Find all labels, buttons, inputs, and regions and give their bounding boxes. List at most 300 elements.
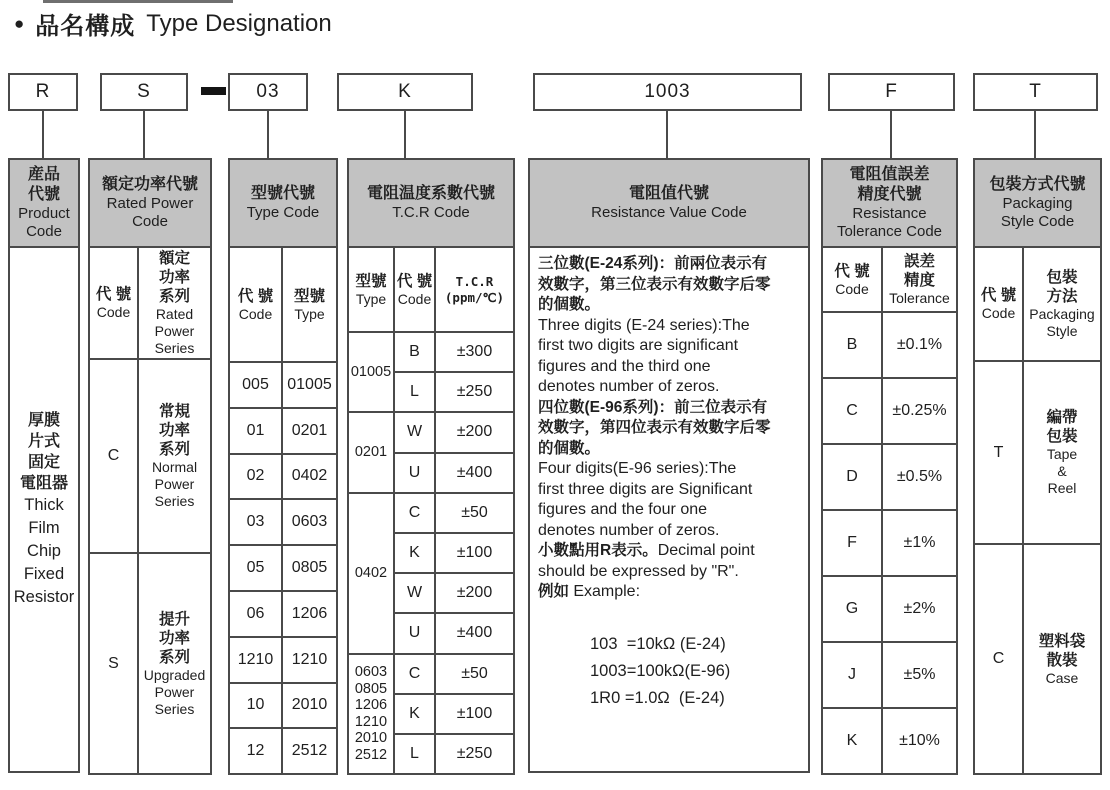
scan-artifact-line xyxy=(43,0,233,3)
cell-value: ±0.5% xyxy=(896,468,943,485)
column-body xyxy=(973,246,1102,773)
table-row xyxy=(229,545,337,591)
type-size-cell xyxy=(282,591,337,637)
text-line xyxy=(538,398,804,419)
type-size-cell xyxy=(282,545,337,591)
type-code-table xyxy=(228,246,338,775)
subheader-tolerance xyxy=(882,247,957,312)
text-line xyxy=(538,377,804,398)
cell-value: 2010 xyxy=(291,696,328,714)
cell-text-en: Packaging xyxy=(1029,306,1095,322)
cell-value: ±100 xyxy=(456,704,493,722)
cell-text-en: Case xyxy=(1045,669,1079,686)
column-tolerance-code xyxy=(821,158,958,773)
table-row xyxy=(229,591,337,637)
connector-line-type xyxy=(267,111,269,158)
code-box-value: 1003 xyxy=(533,73,802,111)
tcr-value-cell xyxy=(435,734,514,774)
table-row xyxy=(822,378,957,444)
cell-value: ±200 xyxy=(456,584,493,602)
cell-text-en: Tolerance Code xyxy=(836,223,943,240)
cell-text-en: Fixed xyxy=(23,565,65,583)
table-row xyxy=(822,510,957,576)
table-row xyxy=(229,499,337,545)
cell-text-en: Series xyxy=(154,700,195,717)
cell-value: 0402 xyxy=(291,467,328,485)
type-size-cell xyxy=(282,454,337,500)
type-code-cell xyxy=(229,637,282,683)
text-line xyxy=(538,275,804,296)
type-size-cell xyxy=(282,499,337,545)
tcr-type-value: 1206 xyxy=(354,697,388,714)
tolerance-value-cell xyxy=(882,444,957,510)
code-box-power: S xyxy=(100,73,188,111)
tcr-value-cell xyxy=(435,372,514,412)
cell-value: D xyxy=(846,468,858,485)
table-row xyxy=(974,361,1101,544)
cell-text-zh: 厚膜 xyxy=(27,412,60,429)
cell-value: 1210 xyxy=(291,650,328,668)
cell-text-zh: 片式 xyxy=(27,433,60,450)
cell-value: C xyxy=(992,650,1005,667)
table-row xyxy=(229,247,337,362)
table-row xyxy=(229,408,337,454)
type-code-cell xyxy=(229,545,282,591)
type-code-cell xyxy=(229,362,282,408)
cell-text-zh: 精度 xyxy=(903,272,935,289)
text-segment: Decimal point xyxy=(657,542,755,559)
title-zh: 品名構成 xyxy=(35,13,136,40)
cell-value: K xyxy=(409,544,420,562)
column-packaging-code xyxy=(973,158,1102,773)
tcr-code-cell xyxy=(394,453,435,493)
cell-value: C xyxy=(408,503,421,521)
cell-value: ±0.1% xyxy=(896,336,943,353)
cell-value: 0603 xyxy=(291,513,328,531)
cell-value: 0201 xyxy=(291,421,328,439)
connector-line-value xyxy=(666,111,668,158)
text-segment: figures and the third one xyxy=(538,357,711,375)
column-body xyxy=(347,246,515,773)
cell-text-en: Thick xyxy=(24,496,64,514)
power-code-cell xyxy=(89,359,138,553)
type-size-cell xyxy=(282,637,337,683)
cell-text-en: Power xyxy=(154,476,195,492)
text-segment: Example: xyxy=(573,583,641,600)
text-line xyxy=(538,521,804,542)
tcr-value-cell xyxy=(435,533,514,573)
cell-text-en: Rated Power xyxy=(106,195,194,212)
cell-value: B xyxy=(409,343,420,361)
cell-text-zh: 型號代號 xyxy=(250,185,315,202)
cell-text-en: Style xyxy=(1046,323,1078,339)
cell-value: K xyxy=(846,732,858,749)
cell-text-en: Code xyxy=(26,223,62,240)
tcr-value-cell xyxy=(435,412,514,452)
tcr-type-group-cell xyxy=(348,654,394,775)
tolerance-value-cell xyxy=(882,312,957,378)
cell-text-zh: 代 號 xyxy=(95,286,132,303)
tcr-code-cell xyxy=(394,694,435,734)
text-line xyxy=(538,418,804,439)
tolerance-value-cell xyxy=(882,642,957,708)
packaging-style-cell xyxy=(1023,361,1101,544)
text-line xyxy=(538,295,804,316)
cell-value: ±250 xyxy=(456,744,493,762)
cell-text-zh: 代 號 xyxy=(834,262,870,280)
cell-value: ±400 xyxy=(456,463,493,481)
type-code-cell xyxy=(229,683,282,729)
cell-text-zh: 包裝 xyxy=(1046,428,1078,445)
power-series-cell xyxy=(138,359,211,553)
cell-value: S xyxy=(108,654,119,672)
example-line: 103 =10kΩ (E-24) xyxy=(590,634,726,653)
tolerance-code-cell xyxy=(822,642,882,708)
column-header-box xyxy=(973,158,1102,248)
column-header-box xyxy=(528,158,810,248)
tcr-value-cell xyxy=(435,493,514,533)
tolerance-table xyxy=(821,246,958,775)
subheader-type xyxy=(282,247,337,362)
cell-text-en: & xyxy=(1057,463,1067,479)
cell-value: ±0.25% xyxy=(892,402,947,419)
packaging-style-cell xyxy=(1023,544,1101,774)
tcr-code-cell xyxy=(394,493,435,533)
cell-text-en: T.C.R Code xyxy=(392,204,470,221)
column-product-code xyxy=(8,158,80,773)
cell-text-en: Film xyxy=(28,519,60,537)
cell-value: ±200 xyxy=(456,423,493,441)
text-segment: denotes number of zeros. xyxy=(538,378,720,395)
table-row xyxy=(229,683,337,729)
column-body xyxy=(821,246,958,773)
cell-text-zh: 包裝方式代號 xyxy=(989,176,1086,193)
cell-value: C xyxy=(846,402,858,419)
text-segment: denotes number of zeros. xyxy=(538,521,720,539)
cell-text-zh: 散裝 xyxy=(1046,651,1078,669)
text-line xyxy=(538,459,804,480)
table-row xyxy=(348,493,514,533)
cell-text-en: Type xyxy=(355,290,387,307)
text-segment: Three digits (E-24 series):The xyxy=(538,316,750,334)
cell-value: ±250 xyxy=(456,383,493,401)
table-row xyxy=(229,362,337,408)
cell-text-en: Style Code xyxy=(1000,213,1075,230)
tcr-value-cell xyxy=(435,613,514,653)
cell-text-en: Code xyxy=(132,213,168,230)
type-size-cell xyxy=(282,728,337,774)
cell-text-zh: 功率 xyxy=(158,269,190,286)
tcr-code-cell xyxy=(394,654,435,694)
subheader-series xyxy=(138,247,211,359)
tcr-code-cell xyxy=(394,573,435,613)
cell-text-zh: 包裝 xyxy=(1046,269,1078,286)
cell-text-en: Code xyxy=(981,305,1016,321)
cell-text-zh: 常規 xyxy=(158,403,190,420)
tcr-value-cell xyxy=(435,332,514,372)
table-row xyxy=(229,454,337,500)
cell-value: 06 xyxy=(246,604,265,622)
tolerance-value-cell xyxy=(882,378,957,444)
cell-text-en: Normal xyxy=(151,459,198,475)
tcr-code-cell xyxy=(394,412,435,452)
cell-value: ±2% xyxy=(903,600,936,617)
bullet-icon: ● xyxy=(14,14,25,33)
cell-text-zh: 代號 xyxy=(27,186,60,203)
example-line: 1R0 =1.0Ω (E-24) xyxy=(590,688,725,707)
cell-text-en: Upgraded xyxy=(143,666,206,683)
cell-value: C xyxy=(107,447,120,464)
cell-text-zh: 産品 xyxy=(27,166,60,183)
cell-value: ±300 xyxy=(456,343,493,361)
text-segment: 小數點用R表示。 xyxy=(538,542,658,559)
cell-value: 03 xyxy=(246,513,265,531)
table-row xyxy=(974,544,1101,774)
subheader-code xyxy=(229,247,282,362)
tcr-type-group-cell xyxy=(348,493,394,654)
type-size-cell xyxy=(282,683,337,729)
cell-value: J xyxy=(848,666,856,683)
table-row xyxy=(348,412,514,452)
tcr-type-value: 0402 xyxy=(354,564,388,581)
cell-text-mono: T.C.R xyxy=(455,273,494,289)
column-header-box xyxy=(821,158,958,248)
type-code-cell xyxy=(229,499,282,545)
tolerance-code-cell xyxy=(822,510,882,576)
page-title xyxy=(14,6,332,41)
text-segment: 三位數(E-24系列)：前兩位表示有 xyxy=(538,255,768,272)
text-segment: should be expressed by "R". xyxy=(538,562,739,580)
cell-text-en: Reel xyxy=(1047,480,1077,496)
text-segment: first three digits are Significant xyxy=(538,480,753,498)
table-row xyxy=(822,642,957,708)
table-row xyxy=(89,553,211,774)
table-row xyxy=(822,576,957,642)
column-body xyxy=(228,246,338,773)
text-segment: 的個數。 xyxy=(538,296,601,313)
packaging-code-cell xyxy=(974,544,1023,774)
cell-value: W xyxy=(406,423,423,441)
cell-text-zh: 電阻温度系數代號 xyxy=(366,185,495,202)
text-segment: 四位數(E-96系列)：前三位表示有 xyxy=(538,398,768,416)
connector-line-product xyxy=(42,111,44,158)
cell-text-zh: 代 號 xyxy=(980,287,1017,304)
tcr-type-value: 0603 xyxy=(354,664,388,681)
cell-value: ±50 xyxy=(461,503,488,521)
examples-block xyxy=(538,631,804,712)
cell-text-zh: 電阻器 xyxy=(19,475,68,492)
tcr-type-group-cell xyxy=(348,412,394,492)
cell-text-zh: 電阻值代號 xyxy=(628,185,709,202)
cell-value: 01005 xyxy=(287,375,332,393)
text-segment: 例如 xyxy=(538,583,574,600)
table-row xyxy=(822,444,957,510)
subheader-code xyxy=(974,247,1023,361)
code-box-tolerance: F xyxy=(828,73,955,111)
tolerance-code-cell xyxy=(822,378,882,444)
cell-text-en: Chip xyxy=(27,542,61,560)
cell-text-en: Code xyxy=(397,290,432,307)
cell-text-zh: 電阻值誤差 xyxy=(849,166,930,183)
tcr-type-value: 1210 xyxy=(354,713,388,730)
cell-value: ±50 xyxy=(461,664,488,682)
table-row xyxy=(89,359,211,553)
code-box-tcr: K xyxy=(337,73,473,111)
type-code-cell xyxy=(229,454,282,500)
cell-value: G xyxy=(845,600,859,617)
text-line xyxy=(538,562,804,583)
column-tcr-code xyxy=(347,158,515,773)
subheader-code xyxy=(822,247,882,312)
cell-text-zh: 編帶 xyxy=(1046,409,1078,426)
packaging-code-cell xyxy=(974,361,1023,544)
table-row xyxy=(348,332,514,372)
subheader-type xyxy=(348,247,394,332)
column-type-code xyxy=(228,158,338,773)
tolerance-value-cell xyxy=(882,708,957,774)
cell-value: 2512 xyxy=(291,742,328,760)
tcr-type-value: 2010 xyxy=(354,730,388,747)
cell-text-en: Rated xyxy=(155,306,194,322)
code-box-product: R xyxy=(8,73,78,111)
cell-value: ±1% xyxy=(903,534,936,551)
tcr-value-cell xyxy=(435,654,514,694)
cell-text-zh: 功率 xyxy=(158,629,190,647)
cell-text-zh: 精度代號 xyxy=(857,186,922,203)
tcr-table xyxy=(347,246,515,775)
cell-value: L xyxy=(410,744,419,762)
tolerance-value-cell xyxy=(882,576,957,642)
cell-value: U xyxy=(408,463,421,481)
cell-text-en: Series xyxy=(154,493,195,509)
column-header-box xyxy=(88,158,212,248)
column-header-box xyxy=(228,158,338,248)
connector-line-tcr xyxy=(404,111,406,158)
table-row xyxy=(974,247,1101,361)
tcr-code-cell xyxy=(394,332,435,372)
cell-text-zh: 代 號 xyxy=(237,287,274,305)
text-line xyxy=(538,500,804,521)
product-description-cell xyxy=(8,246,80,773)
column-rated-power-code xyxy=(88,158,212,773)
cell-value: 12 xyxy=(246,742,265,760)
text-segment: first two digits are significant xyxy=(538,337,739,354)
text-line xyxy=(538,541,804,562)
cell-value: U xyxy=(408,624,421,642)
cell-text-zh: 額定功率代號 xyxy=(101,176,198,193)
cell-value: ±10% xyxy=(899,732,940,749)
tcr-type-value: 0201 xyxy=(354,444,388,461)
cell-text-en: Resistance Value Code xyxy=(591,204,747,221)
cell-text-zh: 塑料袋 xyxy=(1038,632,1086,650)
title-en: Type Designation xyxy=(146,9,332,37)
connector-line-power xyxy=(143,111,145,158)
power-series-cell xyxy=(138,553,211,774)
type-code-cell xyxy=(229,728,282,774)
tcr-code-cell xyxy=(394,613,435,653)
table-row xyxy=(229,637,337,683)
tolerance-code-cell xyxy=(822,576,882,642)
cell-text-en: Product xyxy=(18,205,70,222)
tcr-value-cell xyxy=(435,573,514,613)
connector-line-tolerance xyxy=(890,111,892,158)
text-line xyxy=(538,480,804,501)
tolerance-value-cell xyxy=(882,510,957,576)
cell-value: ±5% xyxy=(903,666,936,683)
cell-text-zh: 功率 xyxy=(158,422,190,439)
tcr-value-cell xyxy=(435,453,514,493)
text-segment: figures and the four one xyxy=(538,501,708,518)
table-row xyxy=(348,654,514,694)
cell-text-en: Power xyxy=(154,323,195,339)
tcr-type-value: 2512 xyxy=(354,746,388,763)
subheader-code xyxy=(89,247,138,359)
code-box-packaging: T xyxy=(973,73,1098,111)
tolerance-code-cell xyxy=(822,444,882,510)
tolerance-code-cell xyxy=(822,312,882,378)
cell-value: 005 xyxy=(242,375,269,393)
cell-text-en: Power xyxy=(154,683,195,700)
cell-value: 0805 xyxy=(291,559,328,577)
cell-text-en: Packaging xyxy=(1002,195,1073,212)
cell-value: ±100 xyxy=(456,544,493,562)
cell-text-zh: 固定 xyxy=(27,454,60,471)
tcr-code-cell xyxy=(394,372,435,412)
cell-value: 01 xyxy=(246,421,265,439)
cell-value: W xyxy=(406,584,423,602)
cell-value: K xyxy=(409,704,420,722)
column-resistance-value xyxy=(528,158,810,773)
cell-text-en: Tolerance xyxy=(889,290,950,306)
tcr-type-value: 0805 xyxy=(354,680,388,697)
example-line: 1003=100kΩ(E-96) xyxy=(590,661,731,680)
code-box-type: 03 xyxy=(228,73,308,111)
type-size-cell xyxy=(282,362,337,408)
power-code-cell xyxy=(89,553,138,774)
subheader-tcr xyxy=(435,247,514,332)
text-segment: 效數字，第三位表示有效數字后零 xyxy=(538,275,771,293)
column-header-box xyxy=(8,158,80,248)
text-line xyxy=(538,439,804,460)
cell-value: 1210 xyxy=(237,650,274,668)
type-code-cell xyxy=(229,408,282,454)
packaging-table xyxy=(973,246,1102,775)
cell-value: 1206 xyxy=(291,604,328,622)
cell-value: 02 xyxy=(246,467,265,485)
cell-text-en: Type Code xyxy=(246,204,320,221)
table-row xyxy=(348,247,514,332)
table-row xyxy=(89,247,211,359)
tcr-code-cell xyxy=(394,734,435,774)
cell-text-en: Tape xyxy=(1046,446,1078,462)
cell-text-mono: (ppm/℃) xyxy=(444,289,505,305)
cell-text-en: Code xyxy=(238,305,273,322)
text-segment: Four digits(E-96 series):The xyxy=(538,460,737,477)
text-segment: 的個數。 xyxy=(538,439,601,457)
cell-text-zh: 系列 xyxy=(158,648,190,666)
cell-text-zh: 誤差 xyxy=(903,253,935,270)
table-row xyxy=(229,728,337,774)
cell-text-zh: 型號 xyxy=(355,272,387,290)
cell-value: 10 xyxy=(246,696,265,714)
tcr-type-group-cell xyxy=(348,332,394,412)
cell-value: L xyxy=(410,383,419,401)
type-code-cell xyxy=(229,591,282,637)
cell-value: C xyxy=(408,664,421,682)
connector-line-packaging xyxy=(1034,111,1036,158)
tcr-code-cell xyxy=(394,533,435,573)
cell-text-en: Code xyxy=(96,304,131,320)
